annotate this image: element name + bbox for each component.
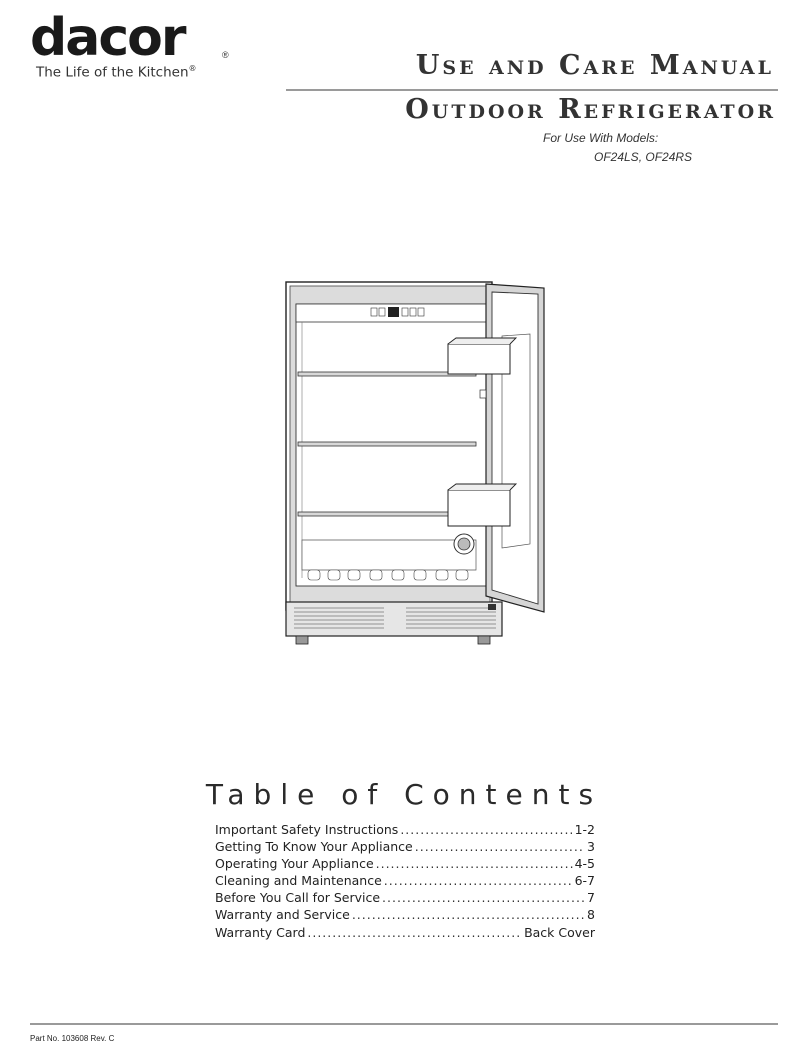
refrigerator-illustration [280, 278, 550, 650]
header-divider [286, 89, 778, 91]
toc-leader-dots [415, 839, 585, 854]
toc-entry-title: Operating Your Appliance [215, 856, 374, 872]
toc-leader-dots [376, 856, 573, 871]
toc-entry-page: 8 [587, 907, 595, 923]
toc-entry-title: Before You Call for Service [215, 890, 381, 906]
footer-divider [30, 1023, 778, 1025]
toc-entry [215, 907, 595, 924]
toc-leader-dots [382, 890, 585, 905]
toc-entry-title: Warranty Card [215, 924, 306, 940]
toc-entry [215, 873, 595, 890]
toc-entry [215, 839, 595, 856]
toc-leader-dots [384, 873, 573, 888]
toc-entry-page: 4-5 [574, 856, 595, 872]
models-value: OF24LS, OF24RS [594, 150, 693, 164]
manual-title: Use and Care Manual [415, 50, 774, 81]
tagline-registered-mark: ® [188, 64, 197, 73]
toc-entry-page: 6-7 [574, 873, 595, 889]
toc-leader-dots [307, 925, 522, 940]
brand-tagline [36, 64, 197, 81]
part-number: Part No. 103608 Rev. C [30, 1034, 115, 1043]
toc-leader-dots [352, 907, 585, 922]
toc-entry-title: Important Safety Instructions [215, 822, 399, 837]
tagline-text: The Life of the Kitchen [36, 64, 189, 81]
toc-entry-title: Cleaning and Maintenance [215, 873, 382, 889]
table-of-contents [215, 822, 595, 942]
toc-entry-page: 3 [587, 839, 595, 855]
product-title: Outdoor Refrigerator [405, 94, 776, 125]
models-label: For Use With Models: [543, 131, 659, 145]
toc-entry [215, 856, 595, 873]
toc-entry [215, 925, 595, 942]
toc-entry-page: 1-2 [574, 822, 595, 837]
toc-entry-page: 7 [587, 890, 595, 906]
toc-entry-title: Getting To Know Your Appliance [215, 839, 413, 855]
logo-registered-mark: ® [222, 50, 229, 60]
toc-heading: Table of Contents [205, 778, 603, 811]
toc-entry-page: Back Cover [524, 924, 595, 940]
logo-wordmark: dacor [30, 8, 185, 68]
toc-leader-dots [400, 822, 572, 837]
toc-entry [215, 890, 595, 907]
toc-entry [215, 822, 595, 839]
toc-entry-title: Warranty and Service [215, 907, 350, 923]
